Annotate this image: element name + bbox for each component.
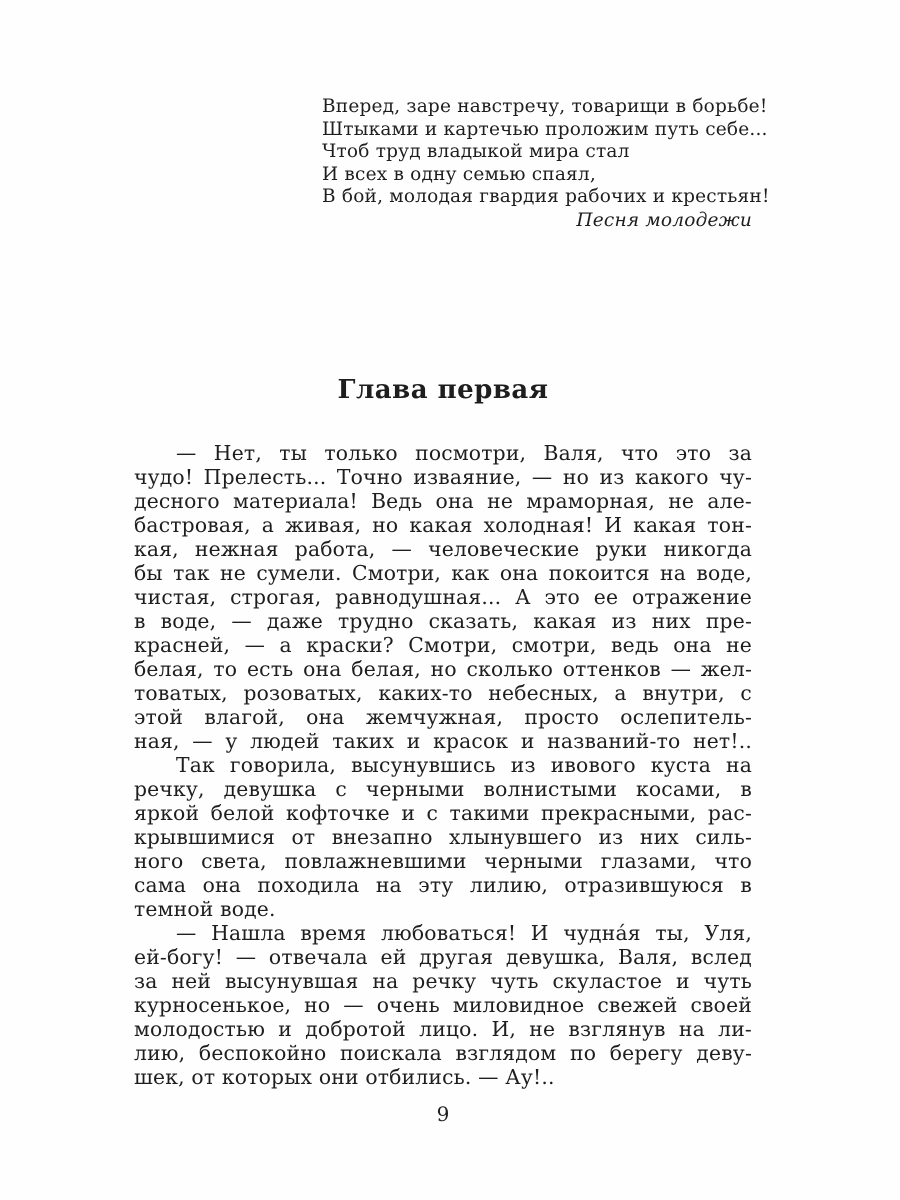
text-line: кая, нежная работа, — человеческие руки никогда [134,537,752,561]
text-line: — Нет, ты только посмотри, Валя, что это за [176,441,752,465]
text-line: красней, — а краски? Смотри, смотри, ведь она не [134,633,752,657]
epigraph-line: В бой, молодая гвардия рабочих и крестьян! [322,186,770,207]
chapter-title: Глава первая [337,375,549,405]
text-line: за ней высунувшая на речку чуть скуластое и чуть [134,969,752,993]
text-line: этой влагой, она жемчужная, просто ослепитель- [134,705,752,729]
paragraph [134,441,752,753]
text-line: товатых, розоватых, каких-то небесных, а внутри, с [134,681,752,705]
epigraph-line: Штыками и картечью проложим путь себе... [322,118,768,140]
text-line: ей-богу! — отвечала ей другая девушка, Валя, вслед [134,945,752,969]
text-line: курносенькое, но — очень миловидное свежей своей [134,993,752,1017]
paragraph [134,753,752,921]
text-line: лию, беспокойно поискала взглядом по берегу деву- [134,1041,752,1065]
text-line: чистая, строгая, равнодушная... А это ее отражение [134,585,752,609]
text-line: сама она походила на эту лилию, отразившуюся в [134,873,752,897]
text-line: — Нашла время любоваться! И чудна́я ты, Уля, [176,921,752,945]
paragraph [134,921,752,1089]
text-line: шек, от которых они отбились. — Ау!.. [134,1065,555,1089]
text-line: в воде, — даже трудно сказать, какая из них пре- [134,609,752,633]
text-line: речку, девушка с черными волнистыми косами, в [134,777,752,801]
text-line: молодостью и добротой лицо. И, не взглянув на ли- [134,1017,752,1041]
page-number: 9 [436,1102,450,1126]
text-line: десного материала! Ведь она не мраморная, не але- [134,489,752,513]
text-line: белая, то есть она белая, но сколько оттенков — жел- [134,657,752,681]
epigraph-attribution: Песня молодежи [576,209,752,231]
body-text [134,441,752,1089]
text-line: яркой белой кофточке и с такими прекрасными, рас- [134,801,752,825]
text-line: чудо! Прелесть... Точно изваяние, — но из какого чу- [134,465,752,489]
epigraph-line: Чтоб труд владыкой мира стал [322,141,630,162]
text-line: темной воде. [134,897,276,921]
text-line: ная, — у людей таких и красок и названий-то нет!.. [134,729,752,753]
text-line: бы так не сумели. Смотри, как она покоится на воде, [134,561,752,585]
text-line: крывшимися от внезапно хлынувшего из них силь- [134,825,752,849]
epigraph [322,96,770,232]
text-line: ного света, повлажневшими черными глазами, что [134,849,752,873]
text-line: бастровая, а живая, но какая холодная! И какая тон- [134,513,752,537]
epigraph-line: Вперед, заре навстречу, товарищи в борьбе! [322,96,768,117]
epigraph-line: И всех в одну семью спаял, [322,163,596,185]
text-line: Так говорила, высунувшись из ивового куста на [176,753,752,777]
